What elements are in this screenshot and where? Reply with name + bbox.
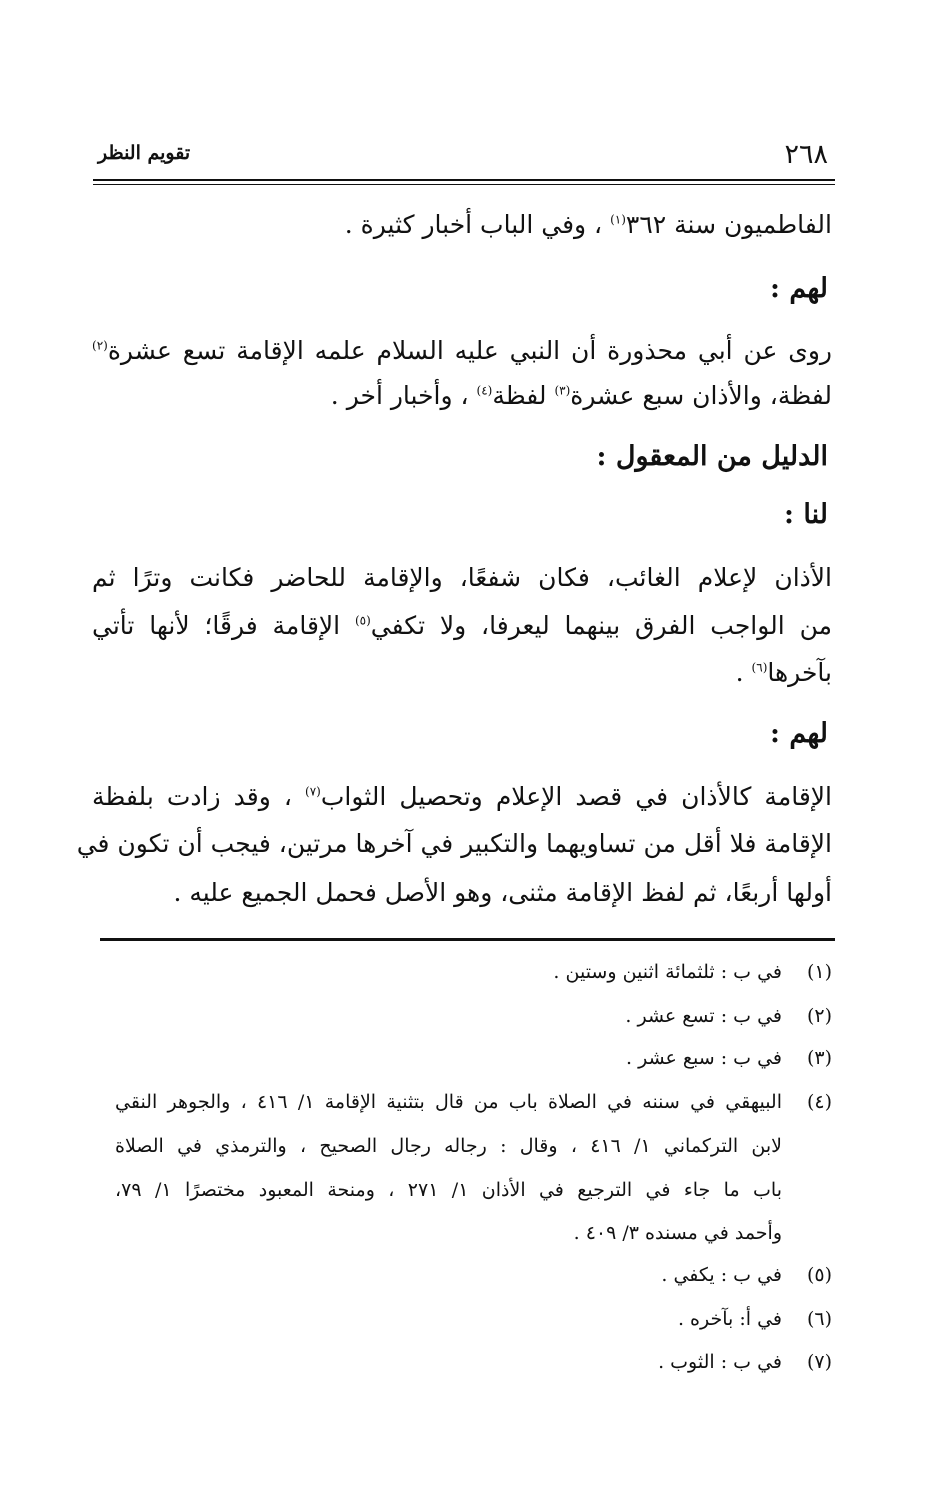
header-rule-thick bbox=[93, 179, 835, 181]
footnote-text: في أ: بآخره . bbox=[677, 1308, 782, 1330]
body-line bbox=[92, 334, 832, 368]
line-text: الأذان لإعلام الغائب، فكان شفعًا، والإقامة للحاضر فكانت وترًا ثم bbox=[92, 563, 832, 592]
footnote-continuation: باب ما جاء في الترجيع في الأذان ١/ ٢٧١ ، ومنحة المعبود مختصرًا ١/ ٧٩، bbox=[115, 1179, 782, 1201]
body-line bbox=[736, 656, 832, 690]
footnote-item bbox=[626, 1044, 832, 1073]
body-line bbox=[173, 876, 832, 910]
footnote-item bbox=[553, 958, 832, 987]
footnote-ref[interactable]: (٢) bbox=[92, 338, 108, 353]
body-line bbox=[92, 561, 832, 595]
section-heading-lahum: لهم : bbox=[769, 718, 828, 749]
line-text: بآخرها bbox=[767, 658, 832, 687]
line-text: ، وقد زادت بلفظة bbox=[92, 782, 306, 811]
footnote-text: في ب : الثوب . bbox=[658, 1351, 782, 1373]
line-text: الإقامة كالأذان في قصد الإعلام وتحصيل الثواب bbox=[320, 782, 832, 811]
section-heading-lana: لنا : bbox=[784, 499, 828, 530]
section-heading-dalil: الدليل من المعقول : bbox=[596, 441, 828, 472]
body-line bbox=[76, 827, 832, 861]
line-text: . bbox=[735, 658, 752, 687]
footnote-ref[interactable]: (٦) bbox=[751, 660, 768, 675]
footnote-item bbox=[661, 1261, 832, 1290]
body-line bbox=[345, 208, 832, 242]
footnote-item bbox=[625, 1002, 832, 1031]
footnote-continuation: لابن التركماني ١/ ٤١٦ ، وقال : رجاله رجال الصحيح ، والترمذي في الصلاة bbox=[115, 1135, 782, 1157]
footnote-number: (٣) bbox=[806, 1047, 832, 1069]
body-line bbox=[92, 609, 832, 643]
footnote-number: (٦) bbox=[806, 1308, 832, 1330]
running-head-title: تقويم النظر bbox=[98, 142, 191, 164]
footnote-number: (٧) bbox=[806, 1351, 832, 1373]
header-rule-thin bbox=[93, 184, 835, 185]
footnote-number: (٤) bbox=[806, 1091, 832, 1113]
footnote-item bbox=[115, 1088, 832, 1117]
line-text: ، وفي الباب أخبار كثيرة . bbox=[344, 210, 611, 239]
footnote-number: (٢) bbox=[806, 1005, 832, 1027]
footnote-number: (٥) bbox=[806, 1264, 832, 1286]
footnote-item bbox=[678, 1305, 832, 1334]
line-text: ، وأخبار أخر . bbox=[330, 381, 477, 410]
footnote-text: في ب : سبع عشر . bbox=[626, 1047, 782, 1069]
footnote-continuation: وأحمد في مسنده ٣/ ٤٠٩ . bbox=[573, 1222, 782, 1244]
footnote-ref[interactable]: (١) bbox=[610, 212, 626, 227]
footnote-separator bbox=[100, 938, 835, 941]
line-text: أولها أربعًا، ثم لفظ الإقامة مثنى، وهو الأصل فحمل الجميع عليه . bbox=[173, 878, 832, 907]
page-number: ٢٦٨ bbox=[784, 139, 828, 170]
footnote-number: (١) bbox=[806, 961, 832, 983]
body-line bbox=[92, 780, 832, 814]
line-text: لفظة، والأذان سبع عشرة bbox=[570, 381, 832, 410]
footnote-text: في ب : ثلثمائة اثنين وستين . bbox=[553, 961, 782, 983]
line-text: روى عن أبي محذورة أن النبي عليه السلام علمه الإقامة تسع عشرة bbox=[107, 336, 832, 365]
body-line bbox=[331, 379, 832, 413]
footnote-ref[interactable]: (٥) bbox=[354, 613, 371, 628]
footnote-text: في ب : يكفي . bbox=[661, 1264, 782, 1286]
line-text: من الواجب الفرق بينهما ليعرفا، ولا تكفي bbox=[370, 611, 832, 640]
footnote-ref[interactable]: (٣) bbox=[554, 383, 571, 398]
line-text: الإقامة فرقًا؛ لأنها تأتي bbox=[92, 611, 355, 640]
line-text: الفاطميون سنة ٣٦٢ bbox=[625, 210, 832, 239]
footnote-item bbox=[658, 1348, 832, 1377]
footnote-ref[interactable]: (٤) bbox=[476, 383, 493, 398]
line-text: لفظة bbox=[492, 381, 555, 410]
footnote-text: البيهقي في سننه في الصلاة باب من قال بتثنية الإقامة ١/ ٤١٦ ، والجوهر النقي bbox=[115, 1091, 782, 1113]
section-heading-lahum: لهم : bbox=[769, 273, 828, 304]
footnote-ref[interactable]: (٧) bbox=[305, 784, 321, 799]
line-text: الإقامة فلا أقل من تساويهما والتكبير في آخرها مرتين، فيجب أن تكون في bbox=[76, 829, 832, 858]
footnote-text: في ب : تسع عشر . bbox=[625, 1005, 782, 1027]
